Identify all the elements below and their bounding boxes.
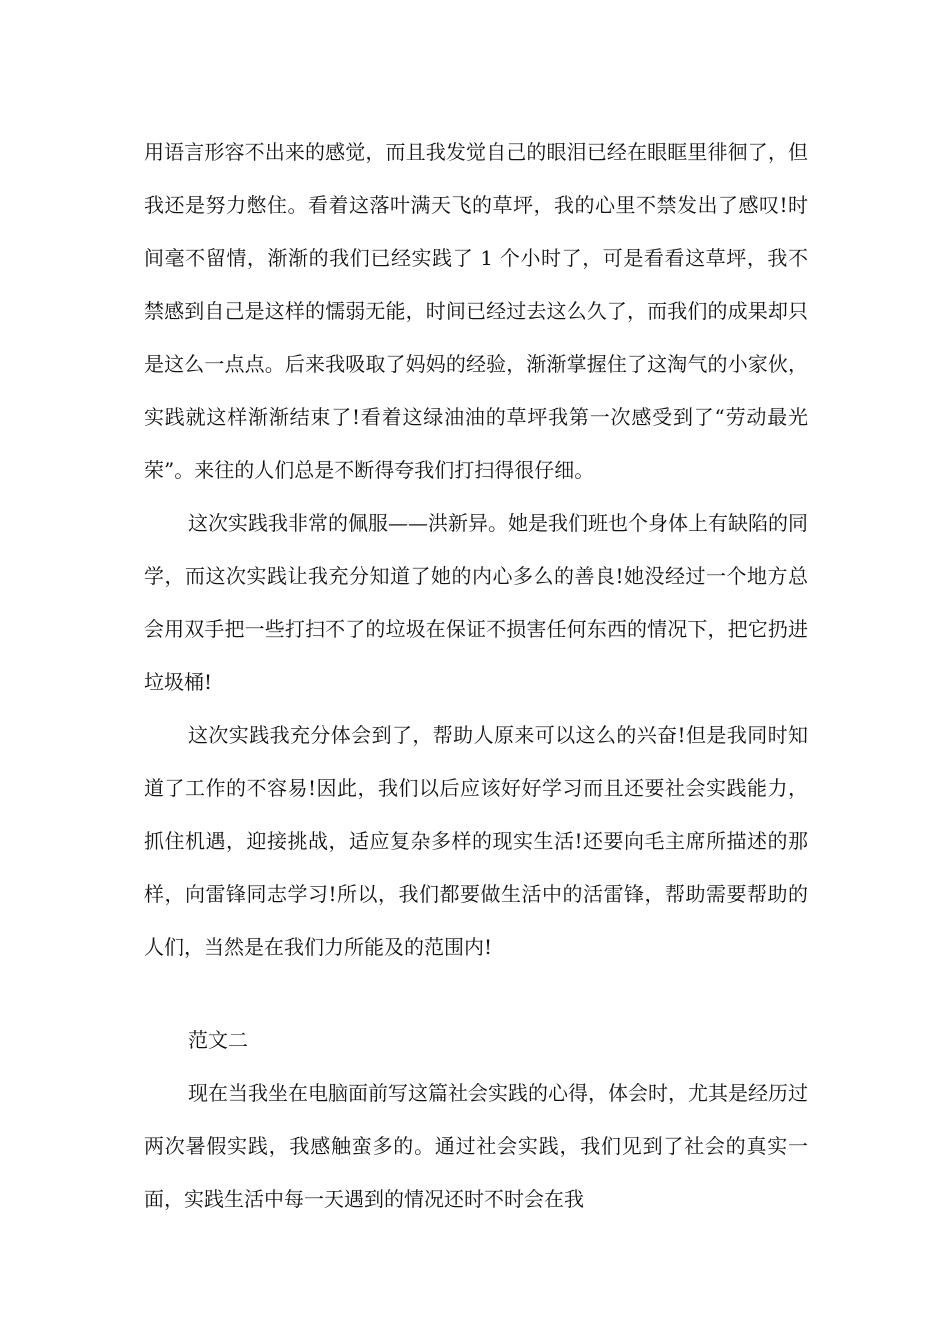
paragraph-3: 这次实践我充分体会到了，帮助人原来可以这么的兴奋!但是我同时知道了工作的不容易!因此，我们以后应该好好学习而且还要社会实践能力，抓住机遇，迎接挑战，适应复杂多样的现实生活!还要向毛主席所描述的那样，向雷锋同志学习!所以，我们都要做生活中的活雷锋，帮助需要帮助的人们，当然是在我们力所能及的范围内!	[144, 723, 808, 959]
section-heading: 范文二	[188, 1028, 248, 1052]
paragraph-1: 用语言形容不出来的感觉，而且我发觉自己的眼泪已经在眼眶里徘徊了，但我还是努力憋住。看着这落叶满天飞的草坪，我的心里不禁发出了感叹!时间毫不留情，渐渐的我们已经实践了 1 个小时了，可是看看这草坪，我不禁感到自己是这样的懦弱无能，时间已经过去这么久了，而我们的成果却只是这么一点点。后来我吸取了妈妈的经验，渐渐掌握住了这淘气的小家伙，实践就这样渐渐结束了!看着这绿油油的草坪我第一次感受到了“劳动最光荣”。来往的人们总是不断得夸我们打扫得很仔细。	[144, 140, 808, 482]
section-spacer	[144, 974, 808, 1014]
paragraph-2: 这次实践我非常的佩服——洪新异。她是我们班也个身体上有缺陷的同学，而这次实践让我充分知道了她的内心多么的善良!她没经过一个地方总会用双手把一些打扫不了的垃圾在保证不损害任何东西的情况下，把它扔进垃圾桶!	[144, 511, 808, 694]
document-body	[144, 126, 808, 1226]
paragraph-4: 现在当我坐在电脑面前写这篇社会实践的心得，体会时，尤其是经历过两次暑假实践，我感触蛮多的。通过社会实践，我们见到了社会的真实一面，实践生活中每一天遇到的情况还时不时会在我	[144, 1081, 808, 1211]
